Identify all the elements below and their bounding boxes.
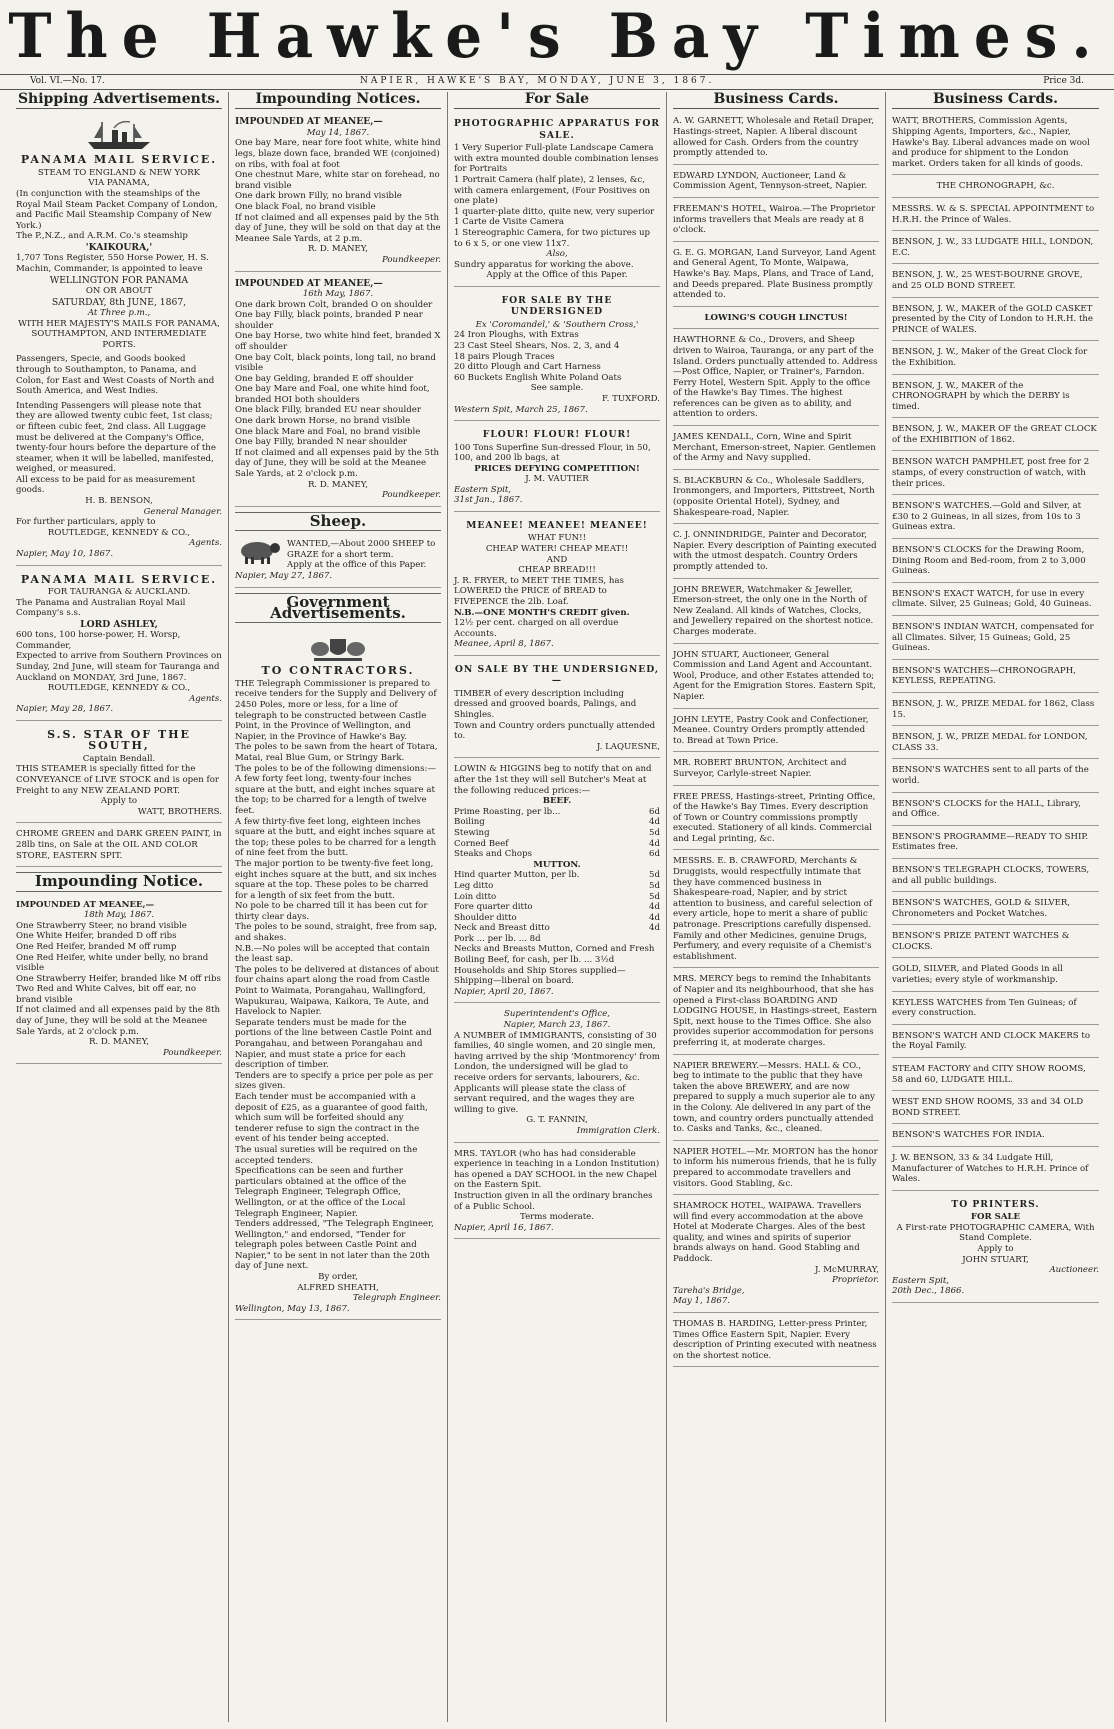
column-impounding — [229, 92, 448, 1722]
ad-line: One dark brown Filly, no brand visible — [235, 191, 402, 202]
price-row — [454, 913, 660, 924]
ad-timber — [454, 659, 660, 758]
price-item: Leg ditto — [454, 880, 494, 891]
price-item: Stewing — [454, 827, 490, 838]
ad-date: 18th May, 1867. — [83, 910, 155, 921]
ad-line: The Panama and Australian Royal Mail Company's s.s. — [16, 597, 186, 619]
ad-line: The poles to be sound, straight, free from sap, and shakes. — [235, 922, 438, 944]
ad-line: If not claimed and all expenses paid by the 5th day of June, they will be sold on that day at the Meanee Sale Yards, at 2 p.m. — [235, 212, 441, 244]
ad-signature-title: Telegraph Engineer. — [352, 1293, 441, 1304]
ad-line: Expected to arrive from Southern Provinces on Sunday, 2nd June, will steam for Tauranga and Auckland on MONDAY, 3rd June, 1867. — [16, 651, 222, 683]
ad-line: Necks and Breasts Mutton, Corned and Fresh Boiling Beef, for cash, per lb. ... 3½d — [454, 944, 655, 966]
ad-line: If not claimed and all expenses paid by the 8th day of June, they will be sold at the Meanee Sale Yards, at 2 o'clock p.m. — [16, 1005, 220, 1037]
business-card: BENSON, J. W., PRIZE MEDAL for 1862, Class 15. — [892, 696, 1099, 726]
ad-line: Captain Bendall. — [82, 753, 156, 764]
price-item: Neck and Breast ditto — [454, 923, 550, 934]
ad-impounded-may-14 — [235, 113, 441, 271]
column-heading: Shipping Advertisements. — [16, 92, 222, 109]
section-heading: Government Advertisements. — [235, 593, 441, 624]
price-item: Prime Roasting, per lb... — [454, 806, 561, 817]
ad-line: 600 tons, 100 horse-power, H. Worsp, Commander, — [16, 630, 181, 651]
ad-line: WHAT FUN!! — [527, 533, 587, 544]
ad-line: 23 Cast Steel Shears, Nos. 2, 3, and 4 — [454, 340, 620, 351]
ad-line: A few thirty-five feet long, eighteen inches square at the butt, and eight inches square at the top; these poles to be charred for a length of nine feet from the butt. — [235, 816, 437, 859]
ad-signature: JOHN STUART, — [962, 1254, 1029, 1265]
column-heading: Business Cards. — [892, 92, 1099, 109]
ad-line: Specifications can be seen and further particulars obtained at the office of the Telegraph Engineer, Telegraph Office, Wellington, or at the office of the Local Telegraph Engineer, Napier. — [235, 1166, 407, 1219]
ad-line: The P.,N.Z., and A.R.M. Co.'s steamship — [16, 231, 188, 242]
ad-meanee-bread — [454, 515, 660, 656]
ad-line: The poles to be of the following dimensions:— — [235, 763, 436, 774]
ad-line: By order, — [318, 1272, 358, 1283]
mutton-price-table — [454, 870, 660, 934]
coat-of-arms-icon — [308, 633, 368, 663]
ad-line: FOR SALE — [970, 1212, 1021, 1223]
ad-line: One bay Filly, branded N near shoulder — [235, 437, 408, 448]
ad-date: Meanee, April 8, 1867. — [454, 639, 554, 650]
ad-line: Tenders addressed, "The Telegraph Engineer, Wellington," and endorsed, "Tender for telegraph poles between Castle Point and Napier," to be sent in not later than the 20th day of June next. — [235, 1219, 434, 1272]
ad-title: ON SALE BY THE UNDERSIGNED,— — [454, 664, 660, 687]
business-card: JOHN BREWER, Watchmaker & Jeweller, Emerson-street, the only one in the North of New Zealand. All kinds of Watches, Clocks, and Jewellery repaired on the shortest notice. Charges moderate. — [673, 582, 879, 644]
business-card: BENSON, J. W., PRIZE MEDAL for LONDON, CLASS 33. — [892, 729, 1099, 759]
ad-line: 1 quarter-plate ditto, quite new, very superior — [454, 206, 655, 217]
ad-line: LOWIN & HIGGINS beg to notify that on and after the 1st they will sell Butcher's Meat at the following reduced prices:— — [454, 764, 652, 796]
business-card: MR. ROBERT BRUNTON, Architect and Surveyor, Carlyle-street Napier. — [673, 755, 879, 785]
price-item: Loin ditto — [454, 891, 497, 902]
ad-line: VIA PANAMA, — [88, 178, 150, 189]
ad-line: CHEAP BREAD!!! — [518, 565, 596, 576]
price-row — [454, 892, 660, 903]
ad-title: TO CONTRACTORS. — [261, 664, 415, 678]
ad-line: ROUTLEDGE, KENNEDY & CO., — [47, 527, 191, 538]
ad-line: If not claimed and all expenses paid by the 5th day of June, they will be sold at the Meanee Sale Yards, at 2 o'clock p.m. — [235, 447, 439, 480]
ad-butcher-prices — [454, 761, 660, 1003]
ad-ploughs — [454, 290, 660, 421]
price-item: Shoulder ditto — [454, 912, 517, 923]
ad-line: A NUMBER of IMMIGRANTS, consisting of 30 families, 40 single women, and 20 single men, having arrived by the ship 'Montmorency' from London, the undersigned will be glad to receive orders for servants, labourers, &c. Applicants will please state the class of servant required, and the wages they are willing to give. — [454, 1030, 660, 1115]
ad-date: 20th Dec., 1866. — [892, 1286, 965, 1297]
business-card: BENSON'S CLOCKS for the HALL, Library, and Office. — [892, 796, 1099, 826]
ad-line: One bay Mare and Foal, one white hind foot, branded HOI both shoulders — [235, 384, 430, 405]
ad-line: Apply at the office of this Paper. — [287, 560, 427, 571]
ad-to-contractors — [235, 628, 441, 1320]
ad-line: SATURDAY, 8th JUNE, 1867, — [51, 296, 187, 308]
price-row — [454, 902, 660, 913]
ad-line: One White Heifer, branded D off ribs — [16, 931, 177, 942]
price-row — [454, 807, 660, 818]
ad-line: ROUTLEDGE, KENNEDY & CO., — [47, 683, 191, 694]
ad-star-of-the-south — [16, 724, 222, 823]
business-card: NAPIER HOTEL.—Mr. MORTON has the honor to inform his numerous friends, that he is fully prepared to accommodate travellers and visitors. Good Stabling, &c. — [673, 1144, 879, 1195]
column-heading: Impounding Notices. — [235, 92, 441, 109]
ad-signature-title: Poundkeeper. — [162, 1047, 222, 1058]
ad-line: One Strawberry Heifer, branded like M off ribs — [16, 973, 221, 984]
ad-date: Western Spit, March 25, 1867. — [454, 404, 588, 415]
price-item: Steaks and Chops — [454, 849, 532, 860]
ad-line: WANTED,—About 2000 SHEEP to GRAZE for a short term. — [287, 539, 436, 560]
ad-line: The poles to be sawn from the heart of Totara, Matai, real Blue Gum, or Stringy Bark. — [235, 742, 438, 763]
business-card: BENSON WATCH PAMPHLET, post free for 2 stamps, of every construction of watch, with their prices. — [892, 454, 1099, 495]
price-table-heading: BEEF. — [542, 796, 572, 807]
ad-signature: J. McMURRAY, — [815, 1264, 879, 1275]
section-heading: Impounding Notice. — [16, 872, 222, 891]
ad-line: TIMBER of every description including dressed and grooved boards, Palings, and Shingles. — [454, 688, 637, 720]
ad-date: May 14, 1867. — [306, 127, 370, 138]
ad-signature: R. D. MANEY, — [88, 1037, 150, 1048]
ad-line: Two Red and White Calves, bit off ear, no brand visible — [16, 984, 197, 1005]
price-table-heading: MUTTON. — [533, 859, 581, 870]
ad-sheep-wanted — [235, 536, 441, 587]
ad-signature: J. LAQUESNE, — [596, 741, 660, 752]
ad-panama-mail — [16, 113, 222, 565]
column-for-sale — [448, 92, 667, 1722]
business-card: BENSON, J. W., 33 LUDGATE HILL, LONDON, E.C. — [892, 234, 1099, 264]
ad-signature: J. M. VAUTIER — [525, 474, 589, 485]
price-value: 4d — [649, 838, 660, 849]
ad-line: FOR TAURANGA & AUCKLAND. — [47, 587, 191, 598]
ad-day-school — [454, 1146, 660, 1240]
business-card: BENSON'S PROGRAMME—READY TO SHIP. Estimates free. — [892, 829, 1099, 859]
ad-line: For further particulars, apply to — [16, 517, 156, 528]
ad-line: All excess to be paid for as measurement goods. — [16, 474, 196, 496]
ad-line: Also, — [546, 249, 568, 260]
business-card: NAPIER BREWERY.—Messrs. HALL & CO., beg to intimate to the public that they have taken the above BREWERY, and are now prepared to supply a much superior ale to any in the Colony. Ale delivered in any part of the town, and country orders punctually attended to. Casks and Tanks, &c., cleaned. — [673, 1058, 879, 1141]
ad-line: One dark brown Colt, branded O on shoulder — [235, 299, 433, 310]
ad-date: Napier, March 23, 1867. — [503, 1020, 611, 1031]
ad-camera-for-sale — [892, 1194, 1099, 1303]
ad-line: Apply to — [977, 1243, 1014, 1254]
ad-line: See sample. — [530, 383, 584, 394]
ad-date: Wellington, May 13, 1867. — [235, 1303, 350, 1314]
ad-signature: F. TUXFORD. — [602, 393, 660, 404]
ad-line: AND — [546, 554, 568, 565]
ad-line: N.B.—No poles will be accepted that contain the least sap. — [235, 943, 430, 965]
ad-line: The major portion to be twenty-five feet long, eight inches square at the butt, and six inches square at the top. These poles to be charred for a length of six feet from the butt. — [235, 858, 437, 901]
business-card-shamrock — [673, 1198, 879, 1313]
price-value: 4d — [649, 817, 660, 828]
ad-signature-title: Proprietor. — [831, 1275, 879, 1286]
business-card: BENSON'S TELEGRAPH CLOCKS, TOWERS, and all public buildings. — [892, 862, 1099, 892]
ship-name: LORD ASHLEY, — [80, 618, 158, 630]
ad-line: One black Filly, branded EU near shoulder — [235, 405, 421, 416]
ad-line: MRS. TAYLOR (who has had considerable experience in teaching in a London Institution) has opened a DAY SCHOOL in the new Chapel on the Eastern Spit. — [454, 1148, 660, 1191]
ad-line: J. R. FRYER, to MEET THE TIMES, has LOWERED the PRICE of BREAD to FIVEPENCE the 2lb. Loaf. — [454, 575, 624, 608]
ad-signature: ALFRED SHEATH, — [297, 1282, 379, 1293]
business-card: LOWING'S COUGH LINCTUS! — [673, 310, 879, 330]
ad-date: 31st Jan., 1867. — [454, 495, 523, 506]
ad-line: 18 pairs Plough Traces — [454, 351, 555, 362]
ad-line: One Red Heifer, white under belly, no brand visible — [16, 952, 209, 974]
price-value: 5d — [649, 870, 660, 881]
ad-line: THE Telegraph Commissioner is prepared to receive tenders for the Supply and Delivery of 2450 Poles, more or less, for a line of telegraph to be constructed between Castle Point, in the Province of Wellington, and Napier, in the Province of Hawke's Bay. — [235, 678, 437, 742]
ad-title: IMPOUNDED AT MEANEE,— — [235, 277, 383, 289]
ad-line: The usual sureties will be required on the accepted tenders. — [235, 1144, 418, 1166]
ad-line: 20 ditto Plough and Cart Harness — [454, 362, 601, 373]
business-card: C. J. ONNINDRIDGE, Painter and Decorator, Napier. Every description of Painting executed with the utmost despatch. Country Orders promptly attended to. — [673, 527, 879, 578]
dateline — [0, 74, 1114, 90]
ad-line: Tareha's Bridge, — [673, 1285, 745, 1296]
ad-line: THIS STEAMER is specially fitted for the CONVEYANCE of LIVE STOCK and is open for Freight to any NEW ZEALAND PORT. — [16, 764, 219, 796]
ad-title: PANAMA MAIL SERVICE. — [20, 572, 218, 586]
business-card: FREE PRESS, Hastings-street, Printing Office, of the Hawke's Bay Times. Every description of Town or Country commissions promptly executed. Stationery of all kinds. Commercial and Legal printing, &c. — [673, 789, 879, 851]
price-value: 6d — [649, 849, 660, 860]
business-card: A. W. GARNETT, Wholesale and Retail Draper, Hastings-street, Napier. A liberal discount allowed for Cash. Orders from the country promptly attended to. — [673, 113, 879, 164]
ad-title: FOR SALE BY THE UNDERSIGNED — [501, 294, 613, 318]
ad-line: 12½ per cent. charged on all overdue Accounts. — [454, 618, 619, 639]
business-card: BENSON'S WATCHES—CHRONOGRAPH, KEYLESS, REPEATING. — [892, 663, 1099, 693]
price-row — [454, 923, 660, 934]
price-item: Corned Beef — [454, 838, 509, 849]
business-card: STEAM FACTORY and CITY SHOW ROOMS, 58 and 60, LUDGATE HILL. — [892, 1061, 1099, 1091]
ad-photographic-apparatus — [454, 113, 660, 287]
business-card: KEYLESS WATCHES from Ten Guineas; of every construction. — [892, 995, 1099, 1025]
ship-name: 'KAIKOURA,' — [85, 241, 153, 253]
ad-date: Napier, April 20, 1867. — [454, 986, 554, 997]
price-row — [454, 828, 660, 839]
ad-line: 1 Carte de Visite Camera — [454, 217, 564, 228]
business-card: HAWTHORNE & Co., Drovers, and Sheep driven to Wairoa, Tauranga, or any part of the Island. Orders punctually attended to. Address—Post Office, Napier, or Trainer's, Farndon. Ferry Hotel, Western Spit. Apply to the office of the Hawke's Bay Times. The highest references can be given as to ability, and attention to orders. — [673, 332, 879, 426]
business-card: JAMES KENDALL, Corn, Wine and Spirit Merchant, Emerson-street, Napier. Gentlemen of the Army and Navy supplied. — [673, 429, 879, 470]
ad-title: PANAMA MAIL SERVICE. — [20, 153, 218, 167]
ad-line: CHEAP WATER! CHEAP MEAT!! — [485, 544, 629, 555]
business-card: BENSON, J. W., MAKER OF the GREAT CLOCK of the EXHIBITION of 1862. — [892, 421, 1099, 451]
ad-line: Instruction given in all the ordinary branches of a Public School. — [454, 1190, 653, 1212]
business-card: BENSON'S INDIAN WATCH, compensated for all Climates. Silver, 15 Guineas; Gold, 25 Guineas. — [892, 619, 1099, 660]
ad-line: One bay Horse, two white hind feet, branded X off shoulder — [235, 331, 441, 352]
ad-line: One Red Heifer, branded M off rump — [16, 941, 177, 952]
business-card: BENSON, J. W., MAKER of the CHRONOGRAPH by which the DERBY is timed. — [892, 378, 1099, 419]
price-value: 6d — [649, 806, 660, 817]
ad-line: IMPOUNDED AT MEANEE,— — [16, 899, 155, 910]
business-card: GOLD, SILVER, and Plated Goods in all varieties; every style of workmanship. — [892, 961, 1099, 991]
ad-line: One Strawberry Steer, no brand visible — [16, 920, 187, 931]
ad-line: 1 Portrait Camera (half plate), 2 lenses, &c, with camera enlargement, (Four Positives on one plate) — [454, 175, 650, 207]
ad-date: Napier, April 16, 1867. — [454, 1222, 554, 1233]
ad-line: Each tender must be accompanied with a deposit of £25, as a guarantee of good faith, which sum will be forfeited should any tenderer refuse to sign the contract in the event of his tender being accepted. — [235, 1091, 428, 1145]
ad-line: A few forty feet long, twenty-four inches square at the butt, and eight inches square at the top; to be charred for a length of twelve feet. — [235, 774, 435, 816]
price-row — [454, 870, 660, 881]
business-card: WEST END SHOW ROOMS, 33 and 34 OLD BOND STREET. — [892, 1094, 1099, 1124]
ad-line: Superintendent's Office, — [503, 1009, 611, 1020]
business-card: EDWARD LYNDON, Auctioneer, Land & Commission Agent, Tennyson-street, Napier. — [673, 168, 879, 198]
ad-line: Households and Ship Stores supplied—Shipping—liberal on board. — [454, 965, 626, 987]
sheep-icon — [235, 539, 283, 565]
ad-line: Eastern Spit, — [892, 1275, 950, 1286]
business-card: FREEMAN'S HOTEL, Wairoa.—The Proprietor informs travellers that Meals are ready at 8 o'clock. — [673, 201, 879, 242]
ad-line: WATT, BROTHERS. — [137, 806, 222, 817]
ad-signature: H. B. BENSON, — [85, 496, 153, 507]
ad-signature: R. D. MANEY, — [307, 244, 369, 255]
ad-line: A First-rate PHOTOGRAPHIC CAMERA, With Stand Complete. — [896, 1222, 1095, 1244]
business-card: BENSON'S PRIZE PATENT WATCHES & CLOCKS. — [892, 928, 1099, 958]
column-shipping — [10, 92, 229, 1722]
ad-line: 24 Iron Ploughs, with Extras — [454, 330, 579, 341]
ad-signature-title: Poundkeeper. — [381, 490, 441, 501]
ad-line: The poles to be delivered at distances of about four chains apart along the road from Castle Point to Waimata, Porangahau, Wallingford, Wapukurau, Waipawa, Kaikora, Te Aute, and Havelock to Napier. — [235, 964, 439, 1018]
ad-line: At Three p.m., — [87, 307, 151, 318]
business-card: BENSON'S EXACT WATCH, for use in every climate. Silver, 25 Guineas; Gold, 40 Guineas. — [892, 586, 1099, 616]
business-card: BENSON, J. W., MAKER of the GOLD CASKET presented by the City of London to H.R.H. the PRINCE of WALES. — [892, 301, 1099, 342]
ad-line: One bay Mare, near fore foot white, white hind legs, blaze down face, branded WE (conjoined) on ribs, with foal at foot — [235, 138, 441, 170]
section-heading: Sheep. — [235, 512, 441, 531]
ad-date: Napier, May 27, 1867. — [235, 571, 333, 581]
ad-line: PRICES DEFYING COMPETITION! — [474, 463, 640, 474]
business-card: MESSRS. E. B. CRAWFORD, Merchants & Druggists, would respectfully intimate that they have commenced business in Shakespeare-road, Napier, and by strict attention to business, and careful selection of every article, hope to merit a share of public patronage. Prescriptions carefully dispensed. Family and other Medicines, genuine Drugs, Perfumery, and every requisite of a Chemist's establishment. — [673, 853, 879, 968]
ad-impounded-may-16 — [235, 275, 441, 507]
price-item: Boiling — [454, 817, 485, 828]
business-card: BENSON'S WATCHES sent to all parts of the world. — [892, 762, 1099, 792]
ad-line: No pole to be charred till it has been cut for thirty clear days. — [235, 901, 428, 922]
business-card: BENSON, J. W., 25 WEST-BOURNE GROVE, and 25 OLD BOND STREET. — [892, 267, 1099, 297]
ad-line: One bay Filly, black points, branded P near shoulder — [235, 310, 423, 331]
ad-signature-title: Poundkeeper. — [381, 254, 441, 265]
ad-line: Terms moderate. — [520, 1212, 594, 1223]
price-value: 4d — [649, 912, 660, 923]
business-card: THE CHRONOGRAPH, &c. — [892, 178, 1099, 198]
column-heading: For Sale — [454, 92, 660, 109]
price-value: 4d — [649, 902, 660, 913]
ad-line: STEAM TO ENGLAND & NEW YORK — [37, 167, 201, 178]
column-business-cards-2 — [886, 92, 1105, 1722]
business-card: G. E. G. MORGAN, Land Surveyor, Land Agent and General Agent, To Monte, Waipawa, Hawke's Bay. Maps, Plans, and Trace of Land, and Deeds prepared. Plate Business promptly attended to. — [673, 245, 879, 307]
ad-panama-mail-tauranga — [16, 569, 222, 721]
price-value: 5d — [649, 880, 660, 891]
business-card: BENSON'S WATCH AND CLOCK MAKERS to the Royal Family. — [892, 1028, 1099, 1058]
ad-signature: G. T. FANNIN, — [526, 1115, 588, 1126]
business-card: MRS. MERCY begs to remind the Inhabitants of Napier and its neighbourhood, that she has opened a First-class BOARDING AND LODGING HOUSE, in Hastings-street, Eastern Spit, next house to the Times Office. She also provides superior accommodation for persons preferring it, at moderate charges. — [673, 971, 879, 1054]
issue-price: Price 3d. — [1043, 76, 1084, 86]
masthead — [0, 0, 1114, 72]
ad-title: FLOUR! FLOUR! FLOUR! — [482, 429, 632, 441]
ad-line: One black Mare and Foal, no brand visible — [235, 426, 421, 437]
price-row — [454, 849, 660, 860]
ad-line: SHAMROCK HOTEL, WAIPAWA. Travellers will find every accommodation at the above Hotel at Moderate Charges. Ales of the best quality, and wines and spirits of superior brands always on hand. Good Stabling and Paddock. — [673, 1201, 866, 1265]
ad-line: 100 Tons Superfine Sun-dressed Flour, in 50, 100, and 200 lb bags, at — [454, 442, 651, 464]
ad-title: MEANEE! MEANEE! MEANEE! — [466, 520, 648, 532]
ad-line: WELLINGTON FOR PANAMA — [49, 274, 189, 286]
business-card: BENSON'S WATCHES FOR INDIA. — [892, 1127, 1099, 1147]
business-card: BENSON'S CLOCKS for the Drawing Room, Dining Room and Bed-room, from 2 to 3,000 Guineas. — [892, 542, 1099, 583]
business-card: JOHN STUART, Auctioneer, General Commission and Land Agent and Accountant. Wool, Produce, and other Estates attended to; Agent for the Emigration Stores. Eastern Spit, Napier. — [673, 647, 879, 709]
ad-line: One bay Colt, black points, long tail, no brand visible — [235, 352, 436, 374]
price-value: 5d — [649, 891, 660, 902]
price-value: 5d — [649, 827, 660, 838]
ad-impounding-meanee — [16, 897, 222, 1065]
ad-line: One dark brown Horse, no brand visible — [235, 416, 411, 427]
ad-signature-title: Auctioneer. — [1049, 1265, 1099, 1276]
price-row — [454, 817, 660, 828]
ad-immigrants — [454, 1006, 660, 1142]
business-card: J. W. BENSON, 33 & 34 Ludgate Hill, Manufacturer of Watches to H.R.H. Prince of Wales. — [892, 1150, 1099, 1191]
ad-line: 60 Buckets English White Poland Oats — [454, 372, 622, 383]
price-row — [454, 881, 660, 892]
ad-line: Sundry apparatus for working the above. — [454, 259, 634, 270]
ad-chrome-green — [16, 826, 222, 867]
ad-line: Tenders are to specify a price per pole as per sizes given. — [235, 1070, 433, 1092]
ad-line: Intending Passengers will please note that they are allowed twenty cubic feet, 1st class; or fifteen cubic feet, 2nd class. All Luggage must be delivered at the Company's Office, twenty-four hours before the departure of the steamer, when it will be labelled, manifested, weighed, or measured. — [16, 400, 216, 475]
volume-number: Vol. VI.—No. 17. — [30, 76, 105, 86]
business-card: BENSON, J. W., Maker of the Great Clock for the Exhibition. — [892, 344, 1099, 374]
columns — [10, 92, 1106, 1722]
ad-line: 1,707 Tons Register, 550 Horse Power, H. S. Machin, Commander, is appointed to leave — [16, 253, 209, 274]
ad-signature-title: General Manager. — [143, 506, 222, 517]
ad-title: PHOTOGRAPHIC APPARATUS FOR SALE. — [454, 118, 660, 141]
ad-line: Apply to — [100, 796, 138, 807]
masthead-title: The Hawke's Bay Times. — [8, 0, 1106, 72]
ad-line: Separate tenders must be made for the portions of the line between Castle Point and Porangahau, and between Porangahau and Napier, and must state a price for each description of timber. — [235, 1017, 432, 1071]
price-value: 4d — [649, 923, 660, 934]
steamship-icon — [84, 118, 154, 152]
ad-signature-title: Immigration Clerk. — [576, 1125, 660, 1136]
beef-price-table — [454, 807, 660, 860]
business-card: S. BLACKBURN & Co., Wholesale Saddlers, Ironmongers, and Importers, Pittstreet, North (opposite Oriental Hotel), Sydney, and Shakespeare-road, Napier. — [673, 473, 879, 524]
ad-line: One bay Gelding, branded E off shoulder — [235, 373, 414, 384]
ad-line: One black Foal, no brand visible — [235, 201, 376, 212]
business-card: BENSON'S WATCHES.—Gold and Silver, at £30 to 2 Guineas, in all sizes, from 10s to 3 Guineas extra. — [892, 498, 1099, 539]
ad-line: CHROME GREEN and DARK GREEN PAINT, in 28lb tins, on Sale at the OIL AND COLOR STORE, EASTERN SPIT. — [16, 829, 222, 861]
ad-line: One chestnut Mare, white star on forehead, no brand visible — [235, 170, 440, 191]
business-card: THOMAS B. HARDING, Letter-press Printer, Times Office Eastern Spit, Napier. Every description of Printing executed with neatness on the shortest notice. — [673, 1316, 879, 1367]
ad-line: Agents. — [189, 693, 222, 704]
ad-line: ON OR ABOUT — [85, 285, 153, 296]
ad-line: Apply at the Office of this Paper. — [486, 270, 628, 281]
column-heading: Business Cards. — [673, 92, 879, 109]
price-item: Hind quarter Mutton, per lb. — [454, 870, 580, 881]
price-item: Fore quarter ditto — [454, 902, 533, 913]
ad-date: 16th May, 1867. — [302, 288, 374, 299]
business-card: MESSRS. W. & S. SPECIAL APPOINTMENT to H.R.H. the Prince of Wales. — [892, 201, 1099, 231]
ad-title: TO PRINTERS. — [951, 1198, 1040, 1210]
ad-line: Ex 'Coromandel,' & 'Southern Cross,' — [475, 319, 639, 330]
ad-line: 1 Stereographic Camera, for two pictures up to 6 x 5, or one view 11x7. — [454, 227, 651, 249]
ad-line: Pork ... per lb. ... 8d — [454, 933, 541, 944]
ad-line: 1 Very Superior Full-plate Landscape Camera with extra mounted double combination lenses for Portraits — [454, 143, 659, 175]
ad-title: S.S. STAR OF THE SOUTH, — [47, 727, 191, 753]
business-card: WATT, BROTHERS, Commission Agents, Shipping Agents, Importers, &c., Napier, Hawke's Bay. Liberal advances made on wool and produce for shipment to the London market. Orders taken for all kinds of goods. — [892, 113, 1099, 175]
business-card: JOHN LEYTE, Pastry Cook and Confectioner, Meanee. Country Orders promptly attended to. Bread at Town Price. — [673, 712, 879, 753]
ad-line: N.B.—ONE MONTH'S CREDIT given. — [454, 607, 630, 618]
column-business-cards — [667, 92, 886, 1722]
ad-line: WITH HER MAJESTY'S MAILS FOR PANAMA, SOUTHAMPTON, AND INTERMEDIATE PORTS. — [18, 318, 220, 350]
ad-line: (In conjunction with the steamships of the Royal Mail Steam Packet Company of London, and Pacific Mail Steamship Company of New York.) — [16, 189, 218, 231]
ad-flour — [454, 424, 660, 512]
ad-line: Town and Country orders punctually attended to. — [454, 720, 656, 742]
ad-date: Napier, May 10, 1867. — [16, 549, 114, 560]
business-card: BENSON'S WATCHES, GOLD & SILVER, Chronometers and Pocket Watches. — [892, 895, 1099, 925]
issue-date: NAPIER, HAWKE'S BAY, MONDAY, JUNE 3, 1867. — [360, 76, 715, 86]
ad-line: Passengers, Specie, and Goods booked through to Southampton, to Panama, and Colon, for East and West Coasts of North and South America, and West Indies. — [16, 354, 215, 397]
price-row — [454, 839, 660, 850]
ad-title: IMPOUNDED AT MEANEE,— — [235, 116, 383, 128]
ad-signature: R. D. MANEY, — [307, 479, 369, 490]
ad-line: Eastern Spit, — [454, 484, 512, 495]
ad-date: May 1, 1867. — [673, 1296, 731, 1307]
ad-line: Agents. — [189, 538, 222, 549]
ad-date: Napier, May 28, 1867. — [16, 704, 114, 715]
